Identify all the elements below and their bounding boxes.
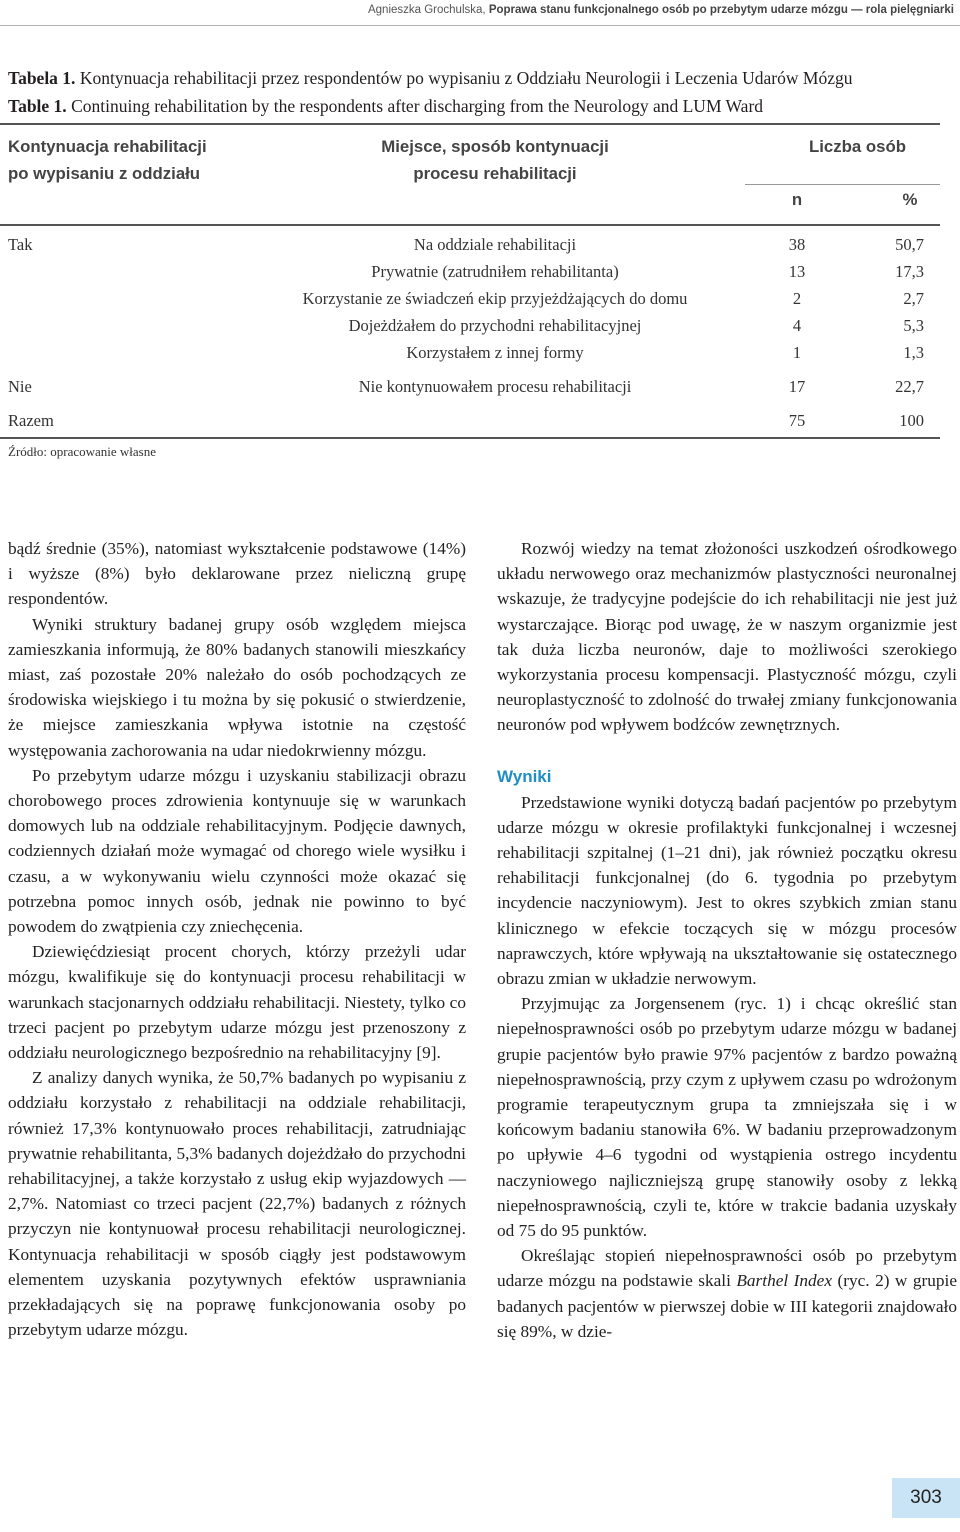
row-pct: 22,7 — [895, 377, 924, 396]
table-header-n: n — [791, 190, 803, 209]
row-n: 17 — [788, 377, 806, 396]
table-bottom-rule — [0, 437, 940, 439]
row-n: 4 — [792, 316, 802, 335]
table-caption — [8, 64, 958, 120]
row-group-label: Razem — [8, 411, 54, 430]
paragraph: Określając stopień niepełnosprawności osób po przebytym udarze mózgu na podstawie skali Barthel Index (ryc. 2) w grupie badanych pacjentów w pierwszej dobie w III kategorii znajdowało się 89%, w dzie- — [497, 1246, 957, 1341]
row-place: Dojeżdżałem do przychodni rehabilitacyjnej — [348, 316, 642, 335]
paragraph: bądź średnie (35%), natomiast wykształcenie podstawowe (14%) i wyższe (8%) było deklarowane przez nieliczną grupę respondentów. — [8, 539, 466, 609]
table-header-continuation: Kontynuacja rehabilitacji po wypisaniu z oddziału — [8, 137, 207, 183]
left-text-column — [8, 536, 466, 1343]
row-pct: 2,7 — [903, 289, 924, 308]
right-text-column — [497, 536, 957, 1344]
paragraph: Wyniki struktury badanej grupy osób względem miejsca zamieszkania informują, że 80% badanych stanowili mieszkańcy miast, zaś pozostałe 20% należało do osób pochodzących ze środowiska wiejskiego i tu można by się pokusić o stwierdzenie, że miejsce zamieszkania wpływa istotnie na częstość występowania zachorowania na udar niedokrwienny mózgu. — [8, 614, 466, 760]
row-place: Prywatnie (zatrudniłem rehabilitanta) — [371, 262, 619, 281]
section-heading: Wyniki — [497, 766, 552, 786]
row-place: Korzystanie ze świadczeń ekip przyjeżdżających do domu — [302, 289, 688, 308]
row-n: 1 — [792, 343, 802, 362]
paragraph: Rozwój wiedzy na temat złożoności uszkodzeń ośrodkowego układu nerwowego oraz mechanizmów plastyczności neuronalnej wskazuje, że tradycyjne podejście do ich rehabilitacji nie jest już wystarczające. Biorąc pod uwagę, że w naszym organizmie jest tak duża liczba neuronów, daje to możliwości szerokiego wykorzystania procesu kompensacji. Plastyczność mózgu, czyli neuroplastyczność to zdolność do trwałej zmiany funkcjonowania neuronów pod wpływem bodźców zewnętrznych. — [497, 539, 957, 735]
paragraph: Dziewięćdziesiąt procent chorych, którzy przeżyli udar mózgu, kwalifikuje się do kontynuacji procesu rehabilitacji w warunkach stacjonarnych oddziału rehabilitacji. Niestety, tylko co trzeci pacjent po przebytym udarze mózgu jest przenoszony z oddziału neurologicznego bezpośrednio na rehabilitacyjny [9]. — [8, 942, 466, 1063]
row-place: Nie kontynuowałem procesu rehabilitacji — [358, 377, 632, 396]
row-group-label: Nie — [8, 377, 32, 396]
table-label-en: Table 1. — [8, 96, 67, 116]
paragraph: Po przebytym udarze mózgu i uzyskaniu stabilizacji obrazu chorobowego proces zdrowienia kontynuuje się w warunkach domowych lub na oddziale rehabilitacyjnym. Podjęcie dawnych, codziennych działań może wymagać od chorego wiele wysiłku i czasu, a w wykonywaniu wielu czynności może okazać się potrzebna pomoc innych osób, jednak nie powinno to być powodem do zwątpienia czy zniechęcenia. — [8, 765, 466, 937]
table-title-pl: Kontynuacja rehabilitacji przez respondentów po wypisaniu z Oddziału Neurologii i Leczenia Udarów Mózgu — [75, 68, 853, 88]
row-pct: 17,3 — [895, 262, 924, 281]
paragraph: Przedstawione wyniki dotyczą badań pacjentów po przebytym udarze mózgu w okresie profilaktyki funkcjonalnej i wczesnej rehabilitacji szpitalnej (1–21 dni), jak również początku okresu rehabilitacji funkcjonalnej (do 6. tygodnia po przebytym incydencie naczyniowym). Jest to okres szybkich zmian stanu klinicznego w efekcie toczących się w mózgu procesów naprawczych, które wpływają na ukształtowanie się ostatecznego obrazu zmian w układzie nerwowym. — [497, 792, 957, 989]
row-pct: 1,3 — [903, 343, 924, 362]
table-source: Źródło: opracowanie własne — [8, 444, 157, 459]
row-group-label: Tak — [8, 235, 33, 254]
row-n: 13 — [788, 262, 806, 281]
running-header — [0, 0, 960, 26]
table-header-pct: % — [902, 190, 918, 209]
header-title: Poprawa stanu funkcjonalnego osób po przebytym udarze mózgu — rola pielęgniarki — [488, 4, 954, 16]
paragraph: Przyjmując za Jorgensenem (ryc. 1) i chcąc określić stan niepełnosprawności osób po przebytym udarze mózgu w badanej grupie pacjentów było prawie 97% pacjentów z bardzo poważną niepełnosprawnością, przy czym z upływem czasu po wdrożonym programie terapeutycznym grupa ta zmniejszała się i w końcowym badaniu stanowiła 6%. W badaniu przeprowadzonym po upływie 4–6 tygodni od wystąpienia ostrego incydentu naczyniowego najliczniejszą grupę stanowiły osoby z lekką niepełnosprawnością, czyli te, które w trakcie badania uzyskały od 75 do 95 punktów. — [497, 994, 957, 1241]
row-pct: 50,7 — [895, 235, 924, 254]
count-subheader-rule — [745, 184, 940, 185]
page-number: 303 — [892, 1478, 960, 1518]
table-top-rule — [0, 123, 940, 125]
table-header-place: Miejsce, sposób kontynuacji procesu rehabilitacji — [381, 137, 609, 183]
row-place: Korzystałem z innej formy — [406, 343, 584, 362]
table-title-en: Continuing rehabilitation by the respondents after discharging from the Neurology and LUM Ward — [66, 96, 764, 116]
row-place: Na oddziale rehabilitacji — [413, 235, 577, 254]
table-header-rule — [0, 224, 940, 226]
paragraph: Z analizy danych wynika, że 50,7% badanych po wypisaniu z oddziału korzystało z rehabilitacji na oddziale rehabilitacji, również 17,3% kontynuowało proces rehabilitacji, zatrudniając prywatnie rehabilitanta, 5,3% badanych dojeżdżało do przychodni rehabilitacyjnej, a także korzystało z usług ekip wyjazdowych — 2,7%. Natomiast co trzeci pacjent (22,7%) badanych z różnych przyczyn nie kontynuował procesu rehabilitacji neurologicznej. Kontynuacja rehabilitacji w sposób ciągły jest podstawowym elementem uzyskania pozytywnych efektów usprawniania przekładających się na poprawę funkcjonowania osoby po przebytym udarze mózgu. — [8, 1068, 466, 1340]
row-pct: 100 — [899, 411, 924, 430]
row-n: 38 — [788, 235, 806, 254]
table-header-count: Liczba osób — [809, 137, 906, 156]
row-n: 2 — [792, 289, 802, 308]
table-label-pl: Tabela 1. — [8, 68, 76, 88]
header-author: Agnieszka Grochulska, — [367, 4, 486, 16]
row-pct: 5,3 — [903, 316, 924, 335]
row-n: 75 — [788, 411, 806, 430]
